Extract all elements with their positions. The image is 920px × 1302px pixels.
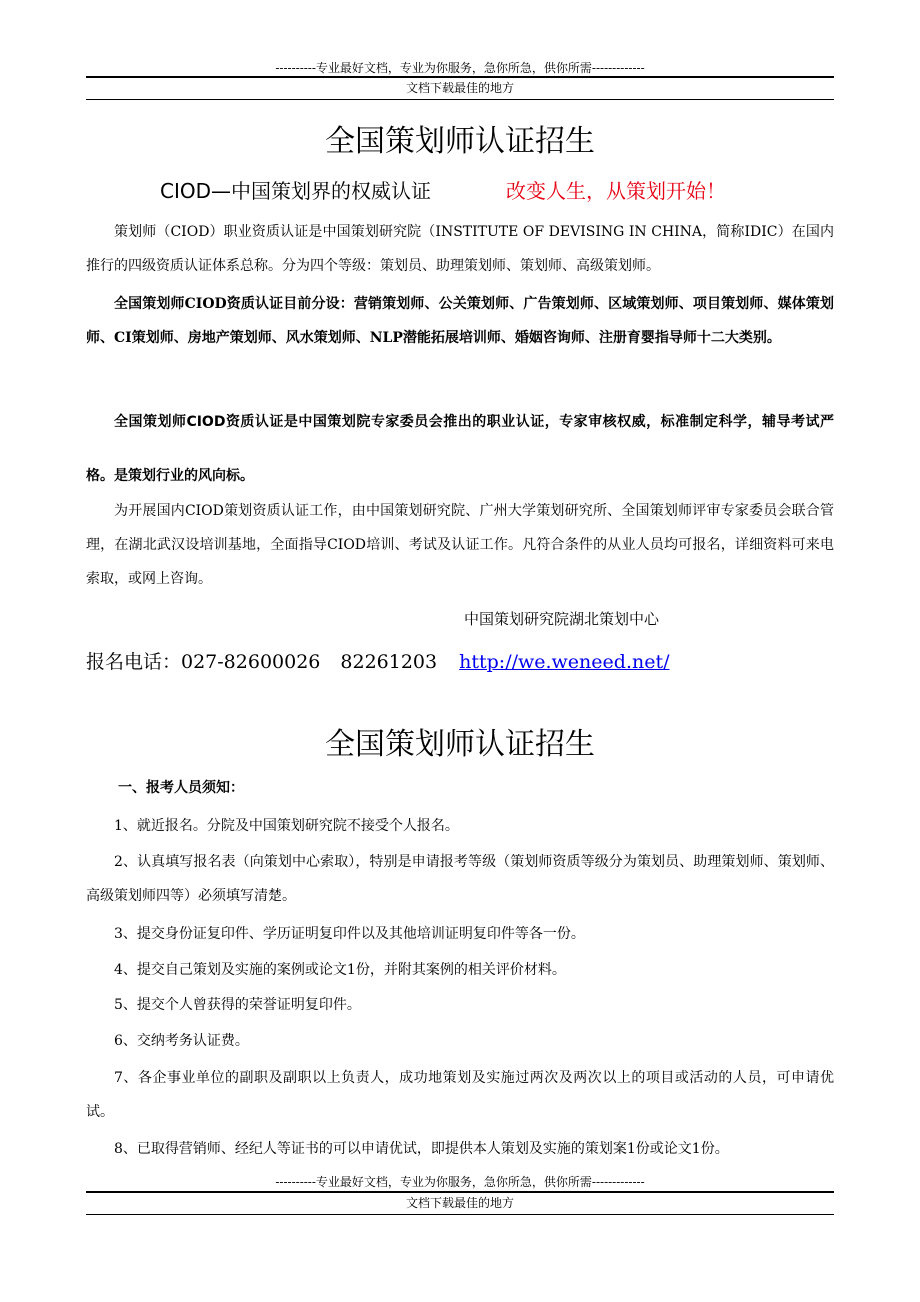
header-slogan: ----------专业最好文档，专业为你服务，急你所急，供你所需------------- [275,61,645,75]
notice-item: 8、已取得营销师、经纪人等证书的可以申请优试，即提供本人策划及实施的策划案1份或论文1份。 [114,1141,729,1157]
notice-item: 2、认真填写报名表（向策划中心索取），特别是申请报考等级（策划师资质等级分为策划员、助理策划师、策划师、高级策划师四等）必须填写清楚。 [86,854,834,904]
header-subline: 文档下载最佳的地方 [405,81,514,95]
subtitle-authority: CIOD—中国策划界的权威认证 [160,179,432,203]
notice-item: 3、提交身份证复印件、学历证明复印件以及其他培训证明复印件等各一份。 [114,926,585,942]
footer-slogan: ----------专业最好文档，专业为你服务，急你所急，供你所需------------- [275,1175,645,1189]
notice-heading: 一、报考人员须知： [118,780,244,796]
subtitle-row [0,176,920,206]
header-rule-thin [86,99,834,100]
intro-paragraph: 策划师（CIOD）职业资质认证是中国策划研究院（INSTITUTE OF DEVISING IN CHINA，简称IDIC）在国内推行的四级资质认证体系总称。分为四个等级：策划员、助理策划师、策划师、高级策划师。 [86,224,834,274]
notice-item: 7、各企事业单位的副职及副职以上负责人，成功地策划及实施过两次及两次以上的项目或活动的人员，可申请优试。 [86,1070,834,1120]
signature: 中国策划研究院湖北策划中心 [464,610,660,628]
categories-paragraph: 全国策划师CIOD资质认证目前分设：营销策划师、公关策划师、广告策划师、区域策划师、项目策划师、媒体策划师、CI策划师、房地产策划师、风水策划师、NLP潜能拓展培训师、婚姻咨询师、注册育婴指导师十二大类别。 [86,296,834,346]
organization-paragraph: 为开展国内CIOD策划资质认证工作，由中国策划研究院、广州大学策划研究所、全国策划师评审专家委员会联合管理，在湖北武汉设培训基地，全面指导CIOD培训、考试及认证工作。凡符合条件的从业人员均可报名，详细资料可来电索取，或网上咨询。 [86,503,834,587]
notice-item: 4、提交自己策划及实施的案例或论文1份，并附其案例的相关评价材料。 [114,962,566,978]
notice-item: 5、提交个人曾获得的荣誉证明复印件。 [114,997,361,1013]
phone-number-2: 82261203 [340,651,438,673]
footer-rule-thick [86,1191,834,1193]
footer-subline: 文档下载最佳的地方 [405,1196,514,1210]
phone-label: 报名电话：027-82600026 [86,651,321,673]
section-title: 全国策划师认证招生 [325,727,595,762]
header-rule-thick [86,76,834,78]
website-link[interactable]: http://we.weneed.net/ [459,651,670,673]
page-title: 全国策划师认证招生 [325,124,595,159]
contact-line [86,644,670,680]
notice-item: 1、就近报名。分院及中国策划研究院不接受个人报名。 [114,818,459,834]
subtitle-slogan: 改变人生，从策划开始！ [506,179,726,203]
footer-rule-thin [86,1214,834,1215]
authority-paragraph: 全国策划师CIOD资质认证是中国策划院专家委员会推出的职业认证，专家审核权威，标准制定科学，辅导考试严格。是策划行业的风向标。 [86,414,834,484]
notice-item: 6、交纳考务认证费。 [114,1033,249,1049]
